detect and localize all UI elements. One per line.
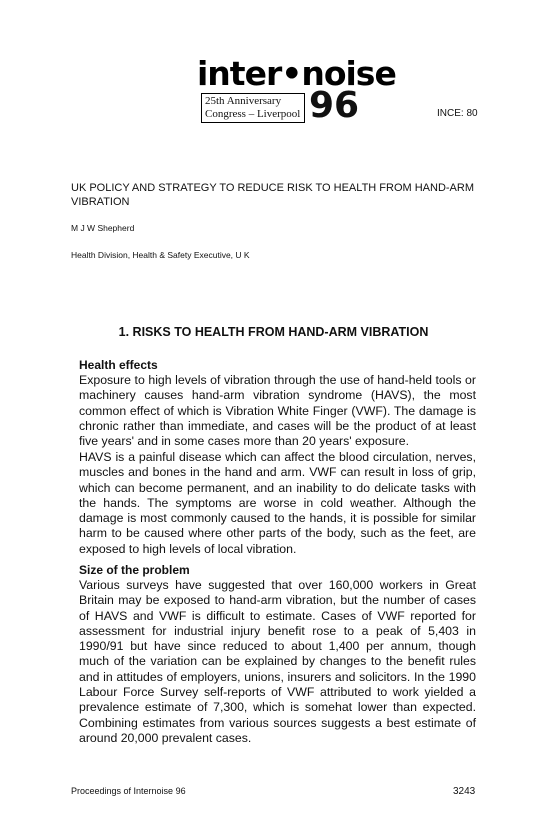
subsection-heading-health-effects: Health effects [79, 358, 158, 372]
logo-year: 96 [309, 85, 360, 126]
paper-title: UK POLICY AND STRATEGY TO REDUCE RISK TO HEALTH FROM HAND-ARM VIBRATION [71, 182, 474, 208]
logo-wordmark: inter•noise [197, 54, 396, 93]
subsection-heading-size-of-problem: Size of the problem [79, 563, 190, 577]
logo-box-line2: Congress – Liverpool [205, 108, 301, 120]
logo-anniversary-box [201, 93, 305, 123]
logo-box-line1: 25th Anniversary [205, 95, 282, 107]
section-heading: 1. RISKS TO HEALTH FROM HAND-ARM VIBRATION [118, 325, 429, 339]
paper-code: INCE: 80 [437, 108, 478, 119]
paragraph-size-of-problem-1: Various surveys have suggested that over 160,000 workers in Great Britain may be exposed to hand-arm vibration, but the number of cases of HAVS and VWF is difficult to estimate. Cases of VWF reported for assessment for industrial injury benefit rose to a peak of 5,403 in 1990/91 but have since reduced to about 1,400 per annum, though much of the variation can be explained by changes to the benefit rules and in attitudes of employers, unions, insurers and solicitors. In the 1990 Labour Force Survey self-reports of VWF attributed to work yielded a prevalence estimate of 7,300, which is somehat lower than expected. Combining estimates from various sources suggests a best estimate of around 20,000 prevalent cases. [79, 578, 476, 745]
conference-logo [197, 54, 396, 126]
paper-affiliation: Health Division, Health & Safety Executive, U K [71, 250, 250, 260]
paragraph-health-effects-1: Exposure to high levels of vibration through the use of hand-held tools or machinery causes hand-arm vibration syndrome (HAVS), the most common effect of which is Vibration White Finger (VWF). The damage is chronic rather than immediate, and cases will be the product of at least five years' and in some cases more than 20 years' exposure. [79, 373, 476, 449]
footer-proceedings: Proceedings of Internoise 96 [71, 786, 186, 796]
paragraph-health-effects-2: HAVS is a painful disease which can affect the blood circulation, nerves, muscles and bones in the hand and arm. VWF can result in loss of grip, which can become permanent, and an inability to do delicate tasks with the hands. The symptoms are worse in cold weather. Although the damage is most commonly caused to the hands, it is possible for similar harm to be caused where other parts of the body, such as the feet, are exposed to high levels of local vibration. [79, 450, 476, 556]
footer-page-number: 3243 [453, 786, 476, 797]
paper-author: M J W Shepherd [71, 223, 135, 233]
